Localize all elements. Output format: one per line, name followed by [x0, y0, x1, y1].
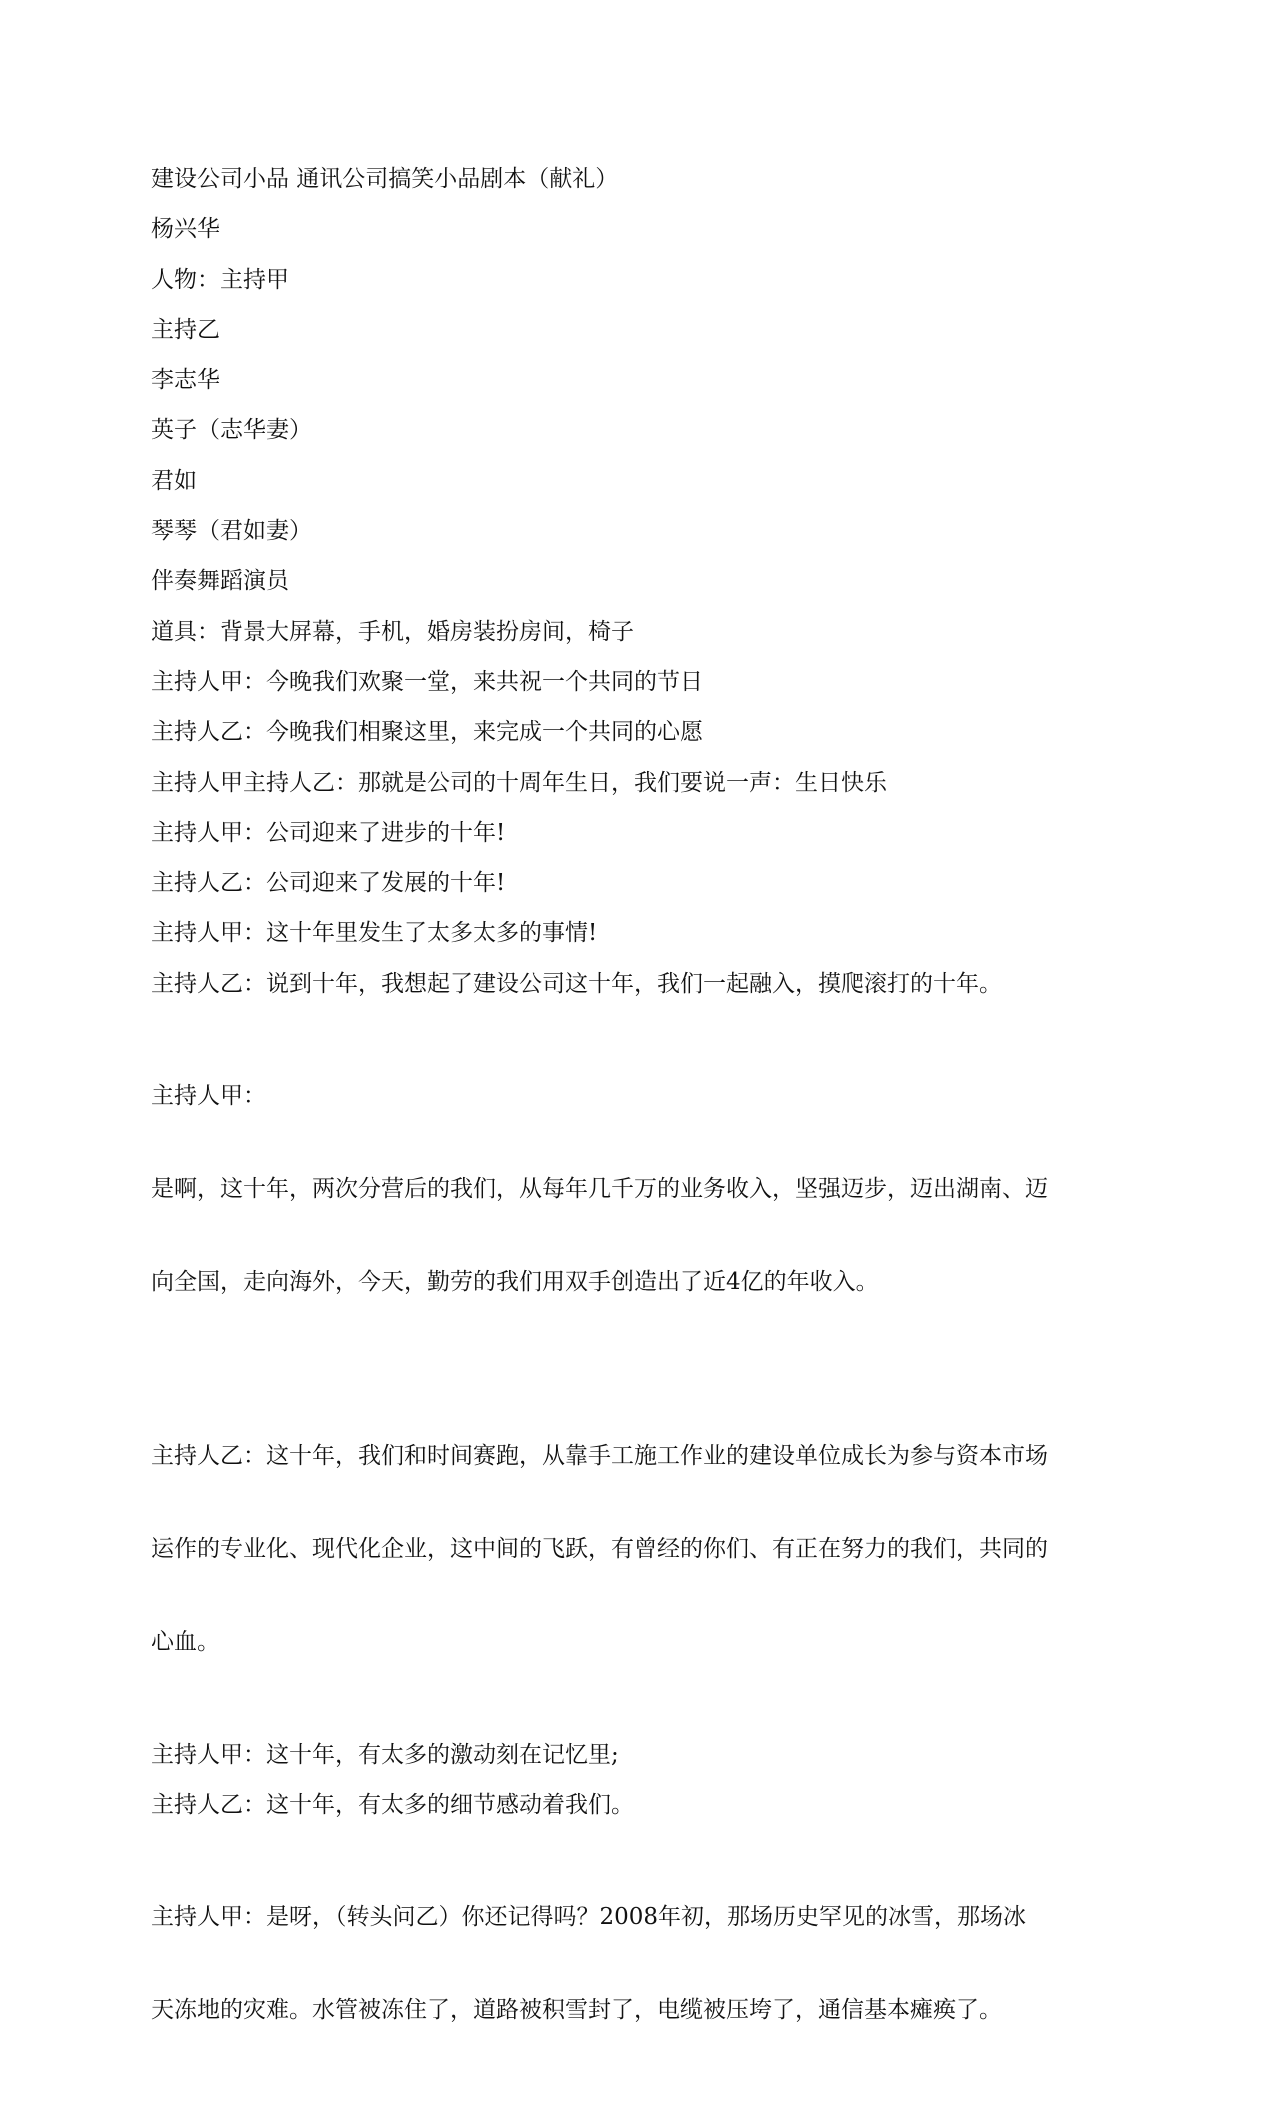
title-line	[151, 164, 1126, 195]
text-line: 主持人甲：今晚我们欢聚一堂，来共祝一个共同的节日	[151, 668, 703, 695]
text-line: 君如	[151, 467, 197, 494]
character-item	[151, 466, 1126, 497]
text-line: 道具：背景大屏幕，手机，婚房装扮房间，椅子	[151, 618, 634, 645]
text-line: 是啊，这十年，两次分营后的我们，从每年几千万的业务收入，坚强迈步，迈出湖南、迈	[151, 1176, 1048, 1203]
text-line: 杨兴华	[151, 216, 220, 243]
text-line: 主持人乙：这十年，我们和时间赛跑，从靠手工施工作业的建设单位成长为参与资本市场	[151, 1443, 1048, 1470]
dialogue-paragraph	[151, 717, 1126, 748]
text-line: 建设公司小品 通讯公司搞笑小品剧本（献礼）	[151, 166, 619, 192]
dialogue-paragraph	[151, 918, 1126, 949]
text-line: 主持乙	[151, 316, 220, 343]
dialogue-paragraph	[151, 969, 1126, 1000]
text-line: 伴奏舞蹈演员	[151, 568, 289, 595]
text-line: 主持人甲主持人乙：那就是公司的十周年生日，我们要说一声：生日快乐	[151, 769, 887, 796]
text-line: 运作的专业化、现代化企业，这中间的飞跃，有曾经的你们、有正在努力的我们，共同的	[151, 1536, 1048, 1563]
text-line: 主持人乙：说到十年，我想起了建设公司这十年，我们一起融入，摸爬滚打的十年。	[151, 970, 1002, 997]
text-line: 主持人甲：这十年里发生了太多太多的事情!	[151, 920, 598, 947]
text-line: 人物：主持甲	[151, 266, 289, 293]
characters-heading	[151, 265, 1126, 296]
text-line: 主持人甲：这十年，有太多的激动刻在记忆里;	[151, 1741, 619, 1768]
text-line: 主持人乙：公司迎来了发展的十年!	[151, 870, 506, 897]
dialogue-paragraph	[151, 1790, 1126, 1821]
character-item	[151, 315, 1126, 346]
text-line: 主持人乙：这十年，有太多的细节感动着我们。	[151, 1791, 634, 1818]
dialogue-paragraph	[151, 1379, 1126, 1720]
text-line: 心血。	[151, 1629, 220, 1656]
character-item	[151, 365, 1126, 396]
text-line: 琴琴（君如妻）	[151, 518, 312, 545]
character-item	[151, 516, 1126, 547]
character-item	[151, 566, 1126, 597]
dialogue-paragraph	[151, 667, 1126, 698]
dialogue-paragraph	[151, 768, 1126, 799]
text-line: 向全国，走向海外，今天，勤劳的我们用双手创造出了近4亿的年收入。	[151, 1269, 879, 1296]
dialogue-paragraph	[151, 1019, 1126, 1360]
dialogue-paragraph	[151, 868, 1126, 899]
text-line: 主持人甲：公司迎来了进步的十年!	[151, 819, 506, 846]
document-page	[151, 164, 1126, 2108]
character-item	[151, 415, 1126, 446]
props-line	[151, 617, 1126, 648]
dialogue-paragraph	[151, 818, 1126, 849]
text-line: 主持人乙：今晚我们相聚这里，来完成一个共同的心愿	[151, 719, 703, 746]
dialogue-paragraph	[151, 1840, 1126, 2088]
text-line: 李志华	[151, 367, 220, 394]
author-line	[151, 214, 1126, 245]
text-line: 英子（志华妻）	[151, 417, 312, 444]
dialogue-paragraph	[151, 1740, 1126, 1771]
text-line: 主持人甲：	[151, 1083, 266, 1110]
text-line: 主持人甲：是呀，（转头问乙）你还记得吗？2008年初，那场历史罕见的冰雪，那场冰	[151, 1904, 1027, 1931]
text-line: 天冻地的灾难。水管被冻住了，道路被积雪封了，电缆被压垮了，通信基本瘫痪了。	[151, 1997, 1002, 2024]
